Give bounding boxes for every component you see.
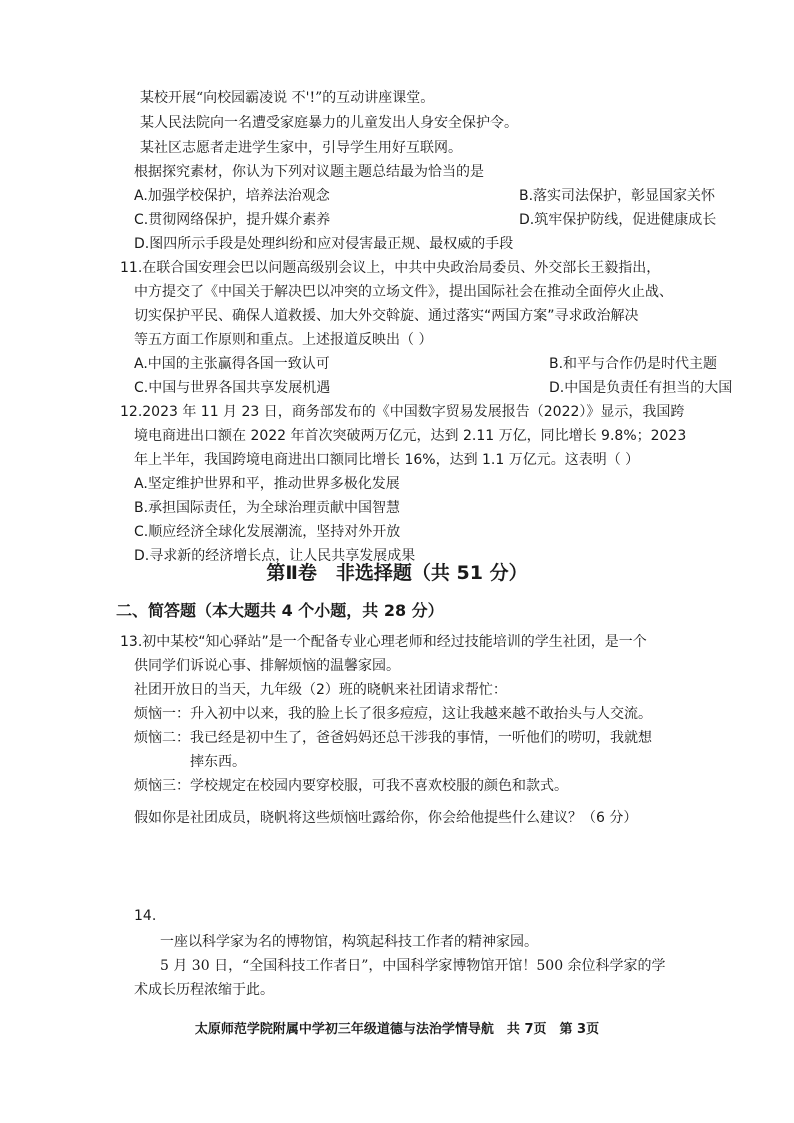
q10-option-b: B.落实司法保护，彰显国家关怀 (519, 188, 716, 204)
q11-option-b: B.和平与合作仍是时代主题 (549, 356, 718, 372)
q11-option-a: A.中国的主张赢得各国一致认可 (134, 356, 330, 372)
q10-option-a: A.加强学校保护，培养法治观念 (134, 188, 330, 204)
q13-line-2: 供同学们诉说心事、排解烦恼的温馨家园。 (134, 658, 400, 674)
q14-line-3: 术成长历程浓缩于此。 (134, 982, 274, 998)
q13-line-1: 13.初中某校“知心驿站”是一个配备专业心理老师和经过技能培训的学生社团，是一个 (120, 634, 647, 650)
q12-line-1: 12.2023 年 11 月 23 日，商务部发布的《中国数字贸易发展报告（2022）》显示，我国跨 (120, 404, 685, 420)
q13-line-3: 社团开放日的当天，九年级（2）班的晓帆来社团请求帮忙： (134, 682, 507, 698)
q11-row-ab (134, 354, 774, 374)
q13-worry-2: 烦恼二：我已经是初中生了，爸爸妈妈还总干涉我的事情，一听他们的唠叨，我就想 (134, 730, 652, 746)
q12-option-d: D.寻求新的经济增长点，让人民共享发展成果 (134, 548, 416, 564)
q11-option-d: D.中国是负责任有担当的大国 (549, 380, 733, 396)
q11-row-cd (134, 378, 774, 398)
q10-stem: 根据探究素材，你认为下列对议题主题总结最为恰当的是 (134, 164, 484, 180)
q11-line-2: 中方提交了《中国关于解决巴以冲突的立场文件》，提出国际社会在推动全面停火止战、 (134, 284, 673, 300)
q11-option-c: C.中国与世界各国共享发展机遇 (134, 380, 331, 396)
material-2: 某人民法院向一名遭受家庭暴力的儿童发出人身安全保护令。 (140, 115, 518, 131)
q12-line-3: 年上半年，我国跨境电商进出口额同比增长 16%，达到 1.1 万亿元。这表明（ ） (134, 452, 640, 468)
q14-number: 14. (134, 908, 157, 924)
q11-line-3: 切实保护平民、确保人道救援、加大外交斡旋、通过落实“两国方案”寻求政治解决 (134, 308, 639, 324)
material-1: 某校开展“向校园霸凌说 不'!”的互动讲座课堂。 (140, 90, 435, 106)
q10-option-d: D.筑牢保护防线，促进健康成长 (519, 212, 717, 228)
q12-option-a: A.坚定维护世界和平，推动世界多极化发展 (134, 476, 400, 492)
part-2-title: 第Ⅱ卷 非选择题（共 51 分） (266, 562, 528, 584)
q13-worry-1: 烦恼一：升入初中以来，我的脸上长了很多痘痘，这让我越来越不敢抬头与人交流。 (134, 706, 652, 722)
q12-option-c: C.顺应经济全球化发展潮流，坚持对外开放 (134, 524, 401, 540)
q10-option-extra: D.图四所示手段是处理纠纷和应对侵害最正规、最权威的手段 (134, 236, 514, 252)
q14-line-1: 一座以科学家为名的博物馆，构筑起科技工作者的精神家园。 (160, 934, 538, 950)
q12-option-b: B.承担国际责任，为全球治理贡献中国智慧 (134, 500, 401, 516)
q10-row-cd (134, 210, 774, 230)
q10-option-c: C.贯彻网络保护，提升媒介素养 (134, 212, 331, 228)
q12-line-2: 境电商进出口额在 2022 年首次突破两万亿元，达到 2.11 万亿，同比增长 9.8%；2023 (134, 428, 687, 444)
q11-line-1: 11.在联合国安理会巴以问题高级别会议上，中共中央政治局委员、外交部长王毅指出， (120, 260, 661, 276)
q11-line-4: 等五方面工作原则和重点。上述报道反映出（ ） (134, 332, 433, 348)
q10-row-ab (134, 186, 774, 206)
q13-question: 假如你是社团成员，晓帆将这些烦恼吐露给你，你会给他提些什么建议？（6 分） (134, 810, 638, 826)
material-3: 某社区志愿者走进学生家中，引导学生用好互联网。 (140, 140, 462, 156)
q14-line-2: 5 月 30 日，“全国科技工作者日”，中国科学家博物馆开馆！500 余位科学家的学 (160, 958, 666, 974)
section-2-title: 二、简答题（本大题共 4 个小题，共 28 分） (116, 601, 444, 620)
page-footer: 太原师范学院附属中学初三年级道德与法治学情导航 共 7页 第 3页 (194, 1022, 600, 1037)
q13-worry-3: 烦恼三：学校规定在校园内要穿校服，可我不喜欢校服的颜色和款式。 (134, 778, 568, 794)
q13-worry-2-cont: 摔东西。 (190, 754, 246, 770)
